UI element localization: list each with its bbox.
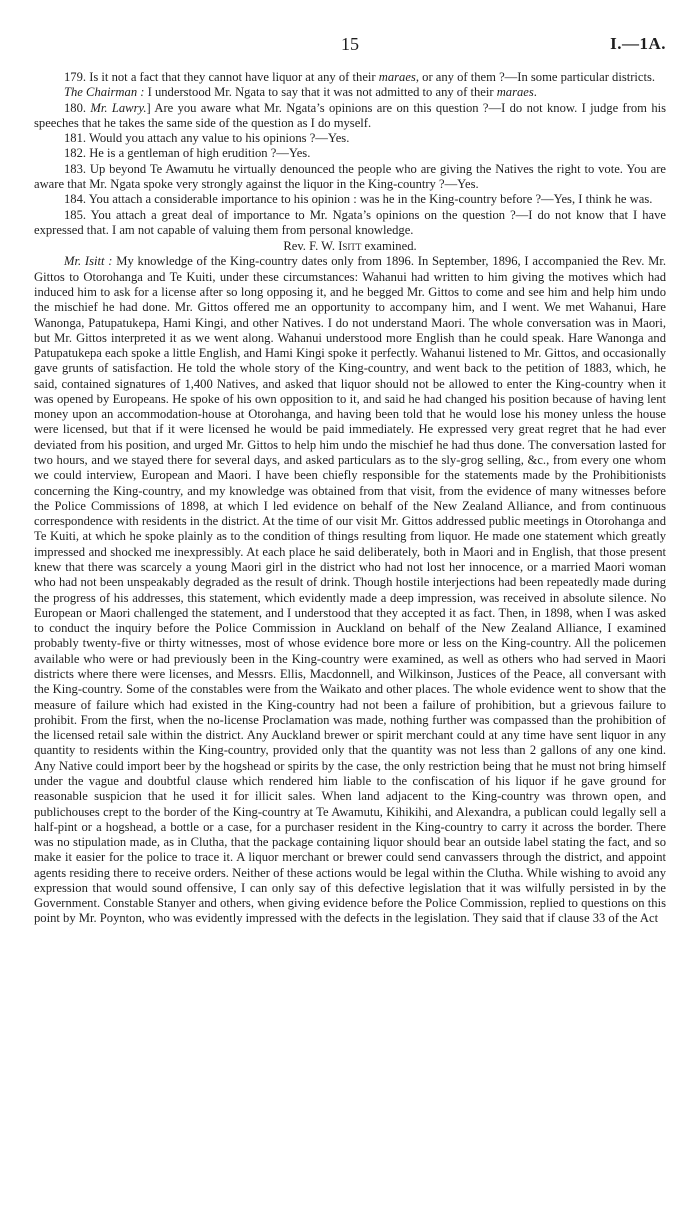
question-182: 182. He is a gentleman of high erudition ?—Yes. — [64, 146, 311, 161]
page-number: 15 — [341, 34, 359, 54]
document-reference: I.—1A. — [610, 34, 666, 53]
document-page — [34, 34, 666, 927]
page-header — [34, 34, 666, 58]
section-heading: Rev. F. W. Isitt examined. — [283, 239, 417, 254]
question-181: 181. Would you attach any value to his opinions ?—Yes. — [64, 131, 350, 146]
question-184: 184. You attach a considerable importance to his opinion : was he in the King-country before ?—Yes, I think he was. — [64, 192, 653, 207]
question-180: 180. Mr. Lawry.] Are you aware what Mr. Ngata’s opinions are on this question ?—I do not know. I judge from his speeches that he takes the same side of the question as I do myself. — [34, 100, 667, 130]
isitt-testimony: Mr. Isitt : My knowledge of the King-country dates only from 1896. In September, 1896, I accompanied the Rev. Mr. Gittos to Otorohanga and Te Kuiti, under these circumstances: Wahanui had written to him giving the motives which had induced him to ask for a license after so long opposing it, and he begged Mr. Gittos to come and see him and help him undo the mischief he had done. Mr. Gittos offered me an opportunity to accompany him, and I went. We met Wahanui, Hare Wanonga, Patupatukepa, Hami Kingi, and other Natives. I do not understand Maori. The whole conversation was in Maori, but Mr. Gittos interpreted it as we went along. Wahanui understood more English than he could speak. Hare Wanonga and Patupatukepa each spoke a little English, and Hami Kingi spoke it perfectly. Wahanui listened to Mr. Gittos, and occasionally gave grunts of satisfaction. He told the whole story of the King-country, and went back to the petition of 1883, which, he said, contained signatures of 1,400 Natives, and asked that liquor should not be allowed to enter the King-country when it was opened by Europeans. He spoke of his own opposition to it, and said he had changed his position because of having lent money upon an accommodation-house at Otorohanga, and having been told that he would lose his money unless the house were licensed, but that if it were licensed he would be paid immediately. He expressed very great regret that he had ever deviated from his position, and urged Mr. Gittos to help him undo the mischief he had thus done. The conversation lasted for two hours, and we stayed there for several days, and asked particulars as to the sly-grog selling, &c., from every one whom we could interview, European and Maori. I have been chiefly responsible for the statements made by the Prohibitionists concerning the King-country, and my knowledge was obtained from that visit, from the evidence of many witnesses before the Police Commissions of 1898, at which I led evidence on behalf of the New Zealand Alliance, and from continuous correspondence with residents in the district. At the time of our visit Mr. Gittos addressed public meetings in Otorohanga and Te Kuiti, at which he spoke plainly as to the condition of things resulting from liquor. He made one statement which greatly impressed and shocked me inexpressibly. At each place he said deliberately, both in Maori and in English, that those present knew that there was scarcely a young Maori girl in the district who had not lost her innocence, or a married Maori woman who had not been unspeakably degraded as the result of drink. Though hostile interjections had been repeatedly made during the progress of his addresses, this statement, which evidently made a deep impression, was received in absolute silence. No European or Maori challenged the statement, and I understood that they accepted it as fact. Then, in 1898, when I was asked to conduct the inquiry before the Police Commission in Auckland on behalf of the New Zealand Alliance, I examined probably twenty-five or thirty witnesses, most of whose evidence bore more or less on the King-country. All the policemen available who were or had previously been in the King-country were examined, as well as others who had served in Maori districts where there were licenses, and Messrs. Ellis, Macdonnell, and Wilkinson, Justices of the Peace, all conversant with the King-country. Some of the constables were from the Waikato and other places. The whole evidence went to show that the measure of failure which had existed in the King-country had not been a failure of prohibition, but a grievous failure to prohibit. From the first, when the no-license Proclamation was made, nothing further was compassed than the prohibition of the licensed retail sale within the district. Any Auckland brewer or spirit merchant could at any time have sent liquor in any quantity to residents within the King-country, provided only that the quantity was not less than 2 gallons of any one kind. Any Native could import beer by the hogshead or spirits by the case, the only restriction being that he must not bring himself under the vague and doubtful clause which rendered him liable to the confiscation of his liquor if he gave ground for reasonable suspicion that he used it for illicit sales. When land adjacent to the King-country was thrown open, and publichouses crept to the border of the King-country at Te Awamutu, Kihikihi, and Alexandra, a publican could legally sell a half-pint or a hogshead, a bottle or a case, for a purchaser resident in the King-country to carry it across the border. There was no stipulation made, as in Clutha, that the package containing liquor should bear an outside label stating the fact, and so make it easier for the police to trace it. A liquor merchant or brewer could send canvassers through the district, and appoint agents residing there to receive orders. Neither of these actions would be legal within the Clutha. While wishing to avoid any expression that would sound offensive, I can only say of this defective legislation that it was wilfully persisted in by the Government. Constable Stanyer and others, when giving evidence before the Police Commission, replied to questions on this point by Mr. Poynton, who was evidently impressed with the defects in the legislation. They said that if clause 33 of the Act — [34, 254, 666, 926]
question-179: 179. Is it not a fact that they cannot have liquor at any of their maraes, or any of them ?—In some particular districts. — [64, 70, 656, 84]
question-185: 185. You attach a great deal of importance to Mr. Ngata’s opinions on the question ?—I do not know that I have expressed that. I am not capable of valuing them from personal knowledge. — [34, 207, 666, 237]
chairman-remark: The Chairman : I understood Mr. Ngata to say that it was not admitted to any of their maraes. — [64, 85, 537, 100]
question-183: 183. Up beyond Te Awamutu he virtually denounced the people who are giving the Natives the right to vote. You are aware that Mr. Ngata spoke very strongly against the liquor in the King-country ?—Yes. — [34, 161, 666, 191]
document-body — [34, 70, 666, 927]
